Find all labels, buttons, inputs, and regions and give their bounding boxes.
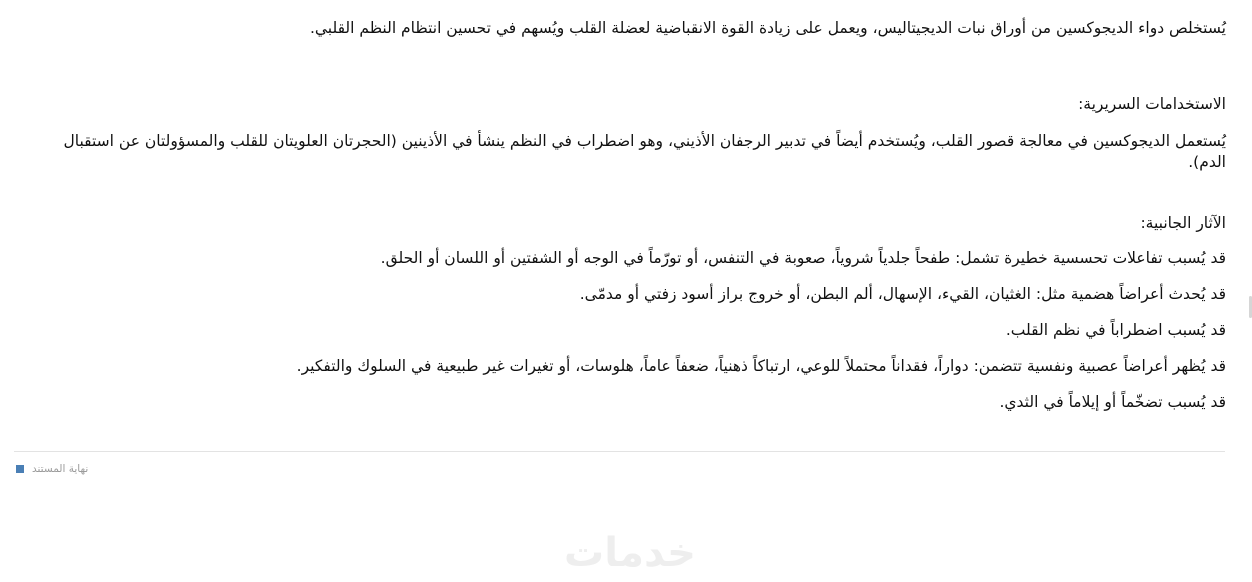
side-effect-item: قد يُسبب تضخّماً أو إيلاماً في الثدي. — [999, 393, 1226, 411]
section-divider — [14, 451, 1225, 452]
document-end-label: نهاية المستند — [32, 463, 89, 475]
site-logo-watermark: خدمات — [564, 530, 696, 576]
side-effect-item: قد يُظهر أعراضاً عصبية ونفسية تتضمن: دواراً، فقداناً محتملاً للوعي، ارتباكاً ذهنياً، ضعفاً عاماً، هلوسات، أو تغيرات غير طبيعية في السلوك والتفكير. — [296, 357, 1226, 375]
side-effect-item: قد يُسبب اضطراباً في نظم القلب. — [1005, 321, 1226, 339]
clinical-uses-heading: الاستخدامات السريرية: — [1078, 95, 1226, 113]
document-end-marker — [16, 463, 88, 475]
square-bullet-icon — [16, 465, 24, 473]
side-effect-item: قد يُحدث أعراضاً هضمية مثل: الغثيان، القيء، الإسهال، ألم البطن، أو خروج براز أسود زفتي أو مدمّى. — [579, 285, 1226, 303]
side-effects-list — [58, 240, 1226, 420]
intro-paragraph: يُستخلص دواء الديجوكسين من أوراق نبات الديجيتاليس، ويعمل على زيادة القوة الانقباضية لعضلة القلب ويُسهم في تحسين انتظام النظم القلبي. — [309, 19, 1226, 37]
side-effects-heading: الآثار الجانبية: — [1140, 214, 1226, 232]
clinical-uses-paragraph: يُستعمل الديجوكسين في معالجة قصور القلب، ويُستخدم أيضاً في تدبير الرجفان الأذيني، وهو اضطراب في النظم ينشأ في الأذينين (الحجرتان العلويتان للقلب والمسؤولتان عن استقبال الدم). — [63, 132, 1226, 171]
side-effect-item: قد يُسبب تفاعلات تحسسية خطيرة تشمل: طفحاً جلدياً شروياً، صعوبة في التنفس، أو تورّماً في الوجه أو الشفتين أو اللسان أو الحلق. — [380, 249, 1226, 267]
article-body — [58, 14, 1226, 420]
